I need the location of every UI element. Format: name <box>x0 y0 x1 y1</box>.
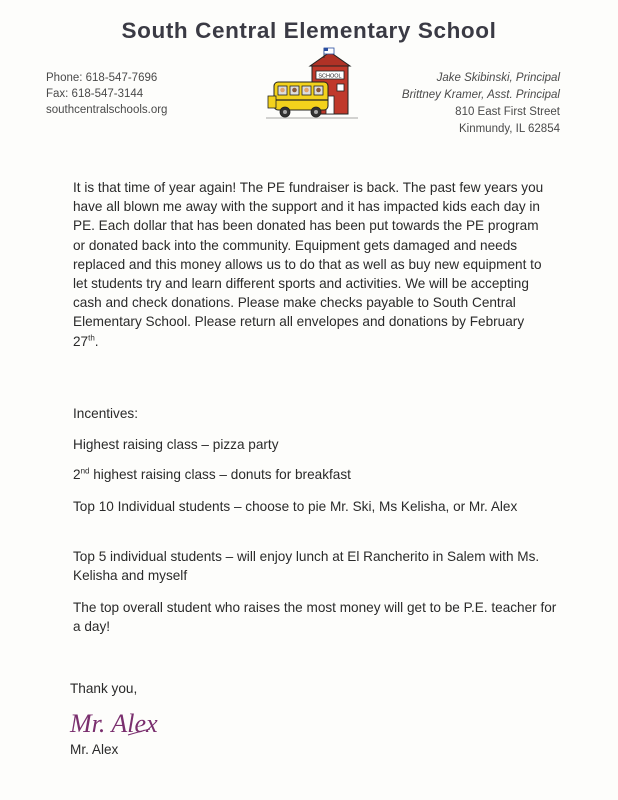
phone-number: Phone: 618-547-7696 <box>46 72 158 84</box>
school-title: South Central Elementary School <box>121 18 497 43</box>
handwritten-signature <box>68 702 168 742</box>
closing-line: Thank you, <box>70 681 138 696</box>
fax-number: Fax: 618-547-3144 <box>46 88 144 100</box>
letter-body <box>73 178 553 351</box>
contact-info <box>46 70 167 118</box>
school-bus-logo <box>266 46 358 124</box>
website-link[interactable]: southcentralschools.org <box>46 104 168 116</box>
date-suffix: th <box>88 333 95 343</box>
incentive-item: 2nd highest raising class – donuts for breakfast <box>73 466 351 482</box>
incentive-item: Top 10 Individual students – choose to pie Mr. Ski, Ms Kelisha, or Mr. Alex <box>73 499 518 514</box>
administration-info <box>402 70 560 138</box>
incentives-heading: Incentives: <box>73 406 138 421</box>
principal-name: Jake Skibinski, Principal <box>436 72 560 84</box>
incentive-item: Highest raising class – pizza party <box>73 437 279 452</box>
svg-text:Mr. Alex: Mr. Alex <box>70 709 158 738</box>
incentive-item: The top overall student who raises the most money will get to be P.E. teacher for a day! <box>73 600 557 635</box>
city-address: Kinmundy, IL 62854 <box>458 123 560 135</box>
main-paragraph: It is that time of year again! The PE fundraiser is back. The past few years you have all blown me away with the support and it has impacted kids each day in PE. Each dollar that has been donated has been put towards the PE program or donated back into the community. Equipment gets damaged and needs replaced and this money allows us to do that as well as buy new equipment to let students try and learn different sports and activities. We will be accepting cash and check donations. Please make checks payable to South Central Elementary School. Please return all envelopes and donations by February 27th. <box>73 180 544 349</box>
street-address: 810 East First Street <box>455 106 560 118</box>
incentive-item: Top 5 individual students – will enjoy lunch at El Rancherito in Salem with Ms. Kelisha and myself <box>73 549 540 584</box>
school-sign: SCHOOL <box>318 73 342 80</box>
signer-name: Mr. Alex <box>70 742 119 757</box>
asst-principal-name: Brittney Kramer, Asst. Principal <box>401 89 560 101</box>
